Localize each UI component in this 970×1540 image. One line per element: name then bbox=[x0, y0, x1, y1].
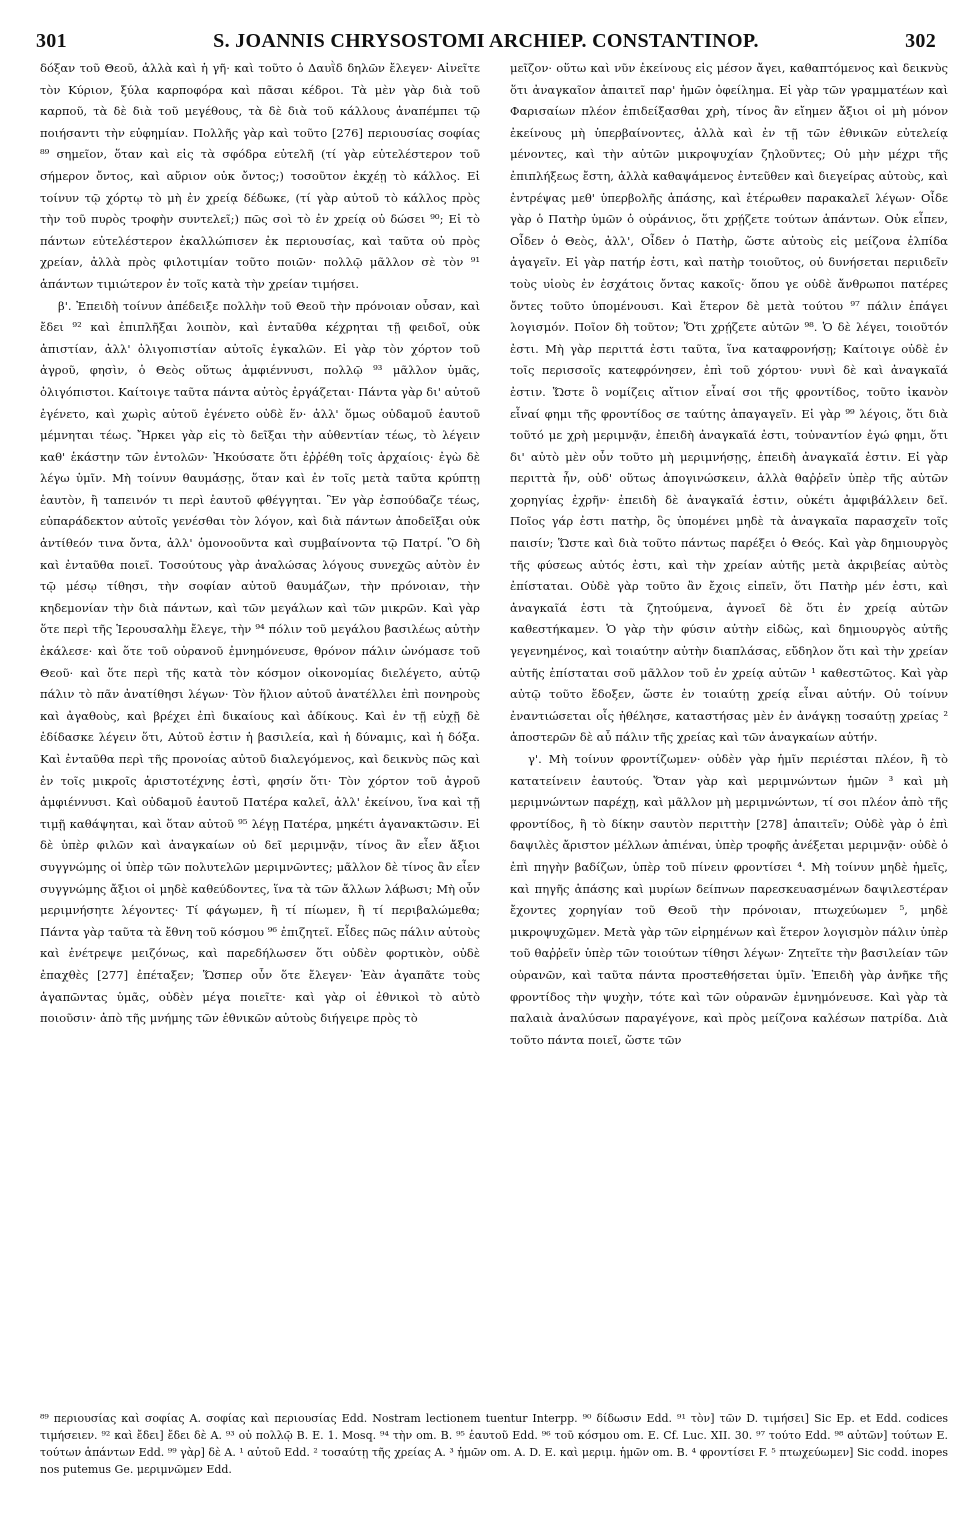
running-header bbox=[36, 30, 936, 56]
page-number-right: 302 bbox=[905, 30, 936, 52]
left-text-column bbox=[40, 58, 480, 1418]
footnotes bbox=[40, 1410, 948, 1530]
running-title: S. JOANNIS CHRYSOSTOMI ARCHIEP. CONSTANTINOP. bbox=[213, 30, 759, 52]
right-text-column bbox=[510, 58, 948, 1418]
paragraph: δόξαν τοῦ Θεοῦ, ἀλλὰ καὶ ἡ γῆ· καὶ τοῦτο ὁ Δαυῒδ δηλῶν ἔλεγεν· Αἰνεῖτε τὸν Κύριον, ξύλα καρποφόρα καὶ πᾶσαι κέδροι. Τὰ μὲν γὰρ διὰ τοῦ καρποῦ, τὰ δὲ διὰ τοῦ μεγέθους, τὰ δὲ διὰ τοῦ κάλλους ἀναπέμπει τῷ ποιήσαντι τὴν εὐφημίαν. Πολλῆς γὰρ καὶ τοῦτο [276] περιουσίας σοφίας ⁸⁹ σημεῖον, ὅταν καὶ εἰς τὰ σφόδρα εὐτελῆ (τί γὰρ εὐτελέστερον τοῦ σήμερον ὄντος, καὶ αὔριον οὐκ ὄντος;) τοσοῦτον ἐκχέῃ τὸ κάλλος. Εἰ τοίνυν τῷ χόρτῳ τὸ μὴ ἐν χρείᾳ δέδωκε, (τί γὰρ αὐτοῦ τὸ κάλλος πρὸς τὴν τοῦ πυρὸς τροφὴν συντελεῖ;) πῶς σοὶ τὸ ἐν χρείᾳ οὐ δώσει ⁹⁰; Εἰ τὸ πάντων εὐτελέστερον ἐκαλλώπισεν ἐκ περιουσίας, καὶ ταῦτα οὐ πρὸς χρείαν, ἀλλὰ πρὸς φιλοτιμίαν τοῦτο ποιῶν· πολλῷ μᾶλλον σὲ τὸν ⁹¹ ἁπάντων τιμιώτερον ἐν τοῖς κατὰ τὴν χρείαν τιμήσει. bbox=[40, 61, 480, 291]
paragraph: μεῖζον· οὕτω καὶ νῦν ἐκείνους εἰς μέσον ἄγει, καθαπτόμενος καὶ δεικνὺς ὅτι ἀναγκαῖον ἀπαιτεῖ παρ' ἡμῶν ὀφείλημα. Εἰ γὰρ τῶν γραμματέων καὶ Φαρισαίων πλέον ἐπιδείξασθαι χρὴ, τίνος ἂν εἴημεν ἄξιοι οἱ μὴ μόνον ἐκείνους μὴ ὑπερβαίνοντες, ἀλλὰ καὶ ἐν τῇ τῶν ἐθνικῶν εὐτελείᾳ μένοντες, καὶ τὴν αὐτῶν μικροψυχίαν ζηλοῦντες; Οὐ μὴν μέχρι τῆς ἐπιπλήξεως ἔστη, ἀλλὰ καθαψάμενος ἐντεῦθεν καὶ διεγείρας αὐτοὺς, καὶ ἐντρέψας μεθ' ὑπερβολῆς ἁπάσης, καὶ ἑτέρωθεν παρακαλεῖ λέγων· Οἶδε γὰρ ὁ Πατὴρ ὑμῶν ὁ οὐράνιος, ὅτι χρῄζετε τούτων ἁπάντων. Οὐκ εἶπεν, Οἶδεν ὁ Θεὸς, ἀλλ', Οἶδεν ὁ Πατὴρ, ὥστε αὐτοὺς εἰς μείζονα ἐλπίδα ἀγαγεῖν. Εἰ γὰρ πατήρ ἐστι, καὶ πατὴρ τοιοῦτος, οὐ δυνήσεται περιιδεῖν τοὺς υἱοὺς ἐν ἐσχάτοις ὄντας κακοῖς· ὅπου γε οὐδὲ ἄνθρωποι πατέρες ὄντες τοῦτο ὑπομένουσι. Καὶ ἕτερον δὲ μετὰ τούτου ⁹⁷ πάλιν ἐπάγει λογισμόν. Ποῖον δὴ τοῦτον; Ὅτι χρῄζετε αὐτῶν ⁹⁸. Ὁ δὲ λέγει, τοιοῦτόν ἐστι. Μὴ γὰρ περιττά ἐστι ταῦτα, ἵνα καταφρονήσῃ; Καίτοιγε οὐδὲ ἐν τοῖς περισσοῖς κατεφρόνησεν, ἐπὶ τοῦ χόρτου· νυνὶ δὲ καὶ ἀναγκαῖά ἐστιν. Ὥστε ὃ νομίζεις αἴτιον εἶναί σοι τῆς φροντίδος, τοῦτο ἱκανὸν εἶναί φημι τῆς φροντίδος σε ταύτης ἀπαγαγεῖν. Εἰ γὰρ ⁹⁹ λέγοις, ὅτι διὰ τοῦτό με χρὴ μεριμνᾷν, ἐπειδὴ ἀναγκαῖά ἐστι, τοὐναντίον ἐγώ φημι, ὅτι δι' αὐτὸ μὲν οὖν τοῦτο μὴ μεριμνήσῃς, ἐπειδὴ ἀναγκαῖά ἐστιν. Εἰ γὰρ περιττὰ ἦν, οὐδ' οὕτως ἀπογινώσκειν, ἀλλὰ θαῤῥεῖν ὑπὲρ τῆς αὐτῶν χορηγίας ἐχρῆν· ἐπειδὴ δὲ ἀναγκαῖά ἐστιν, οὐκέτι ἀμφιβάλλειν δεῖ. Ποῖος γάρ ἐστι πατὴρ, ὃς ὑπομένει μηδὲ τὰ ἀναγκαῖα παρασχεῖν τοῖς παισίν; Ὥστε καὶ διὰ τοῦτο πάντως παρέξει ὁ Θεός. Καὶ γὰρ δημιουργὸς τῆς φύσεως αὐτός ἐστι, καὶ τὴν χρείαν αὐτῆς μετὰ ἀκριβείας αὐτὸς ἐπίσταται. Οὐδὲ γὰρ τοῦτο ἂν ἔχοις εἰπεῖν, ὅτι Πατὴρ μέν ἐστι, καὶ ἀναγκαῖά ἐστι τὰ ζητούμενα, ἀγνοεῖ δὲ ὅτι ἐν χρείᾳ αὐτῶν καθεστήκαμεν. Ὁ γὰρ τὴν φύσιν αὐτὴν εἰδὼς, καὶ δημιουργὸς αὐτῆς γεγενημένος, καὶ τοιαύτην αὐτὴν διαπλάσας, εὔδηλον ὅτι καὶ τὴν χρείαν αὐτῆς ἐπίσταται σοῦ μᾶλλον τοῦ ἐν χρείᾳ αὐτῶν ¹ καθεστῶτος. Καὶ γὰρ αὐτῷ τοῦτο ἔδοξεν, ὥστε ἐν τοιαύτῃ χρείᾳ εἶναι αὐτήν. Οὐ τοίνυν ἐναντιώσεται οἷς ἠθέλησε, καταστήσας μὲν ἐν ἀνάγκῃ τοσαύτῃ χρείας ² ἀποστερῶν δὲ αὖ πάλιν τῆς χρείας καὶ τῶν ἀναγκαίων αὐτήν. bbox=[510, 61, 948, 745]
paragraph: γ'. Μὴ τοίνυν φροντίζωμεν· οὐδὲν γὰρ ἡμῖν περιέσται πλέον, ἢ τὸ κατατείνειν ἑαυτούς. Ὅταν γὰρ καὶ μεριμνώντων ἡμῶν ³ καὶ μὴ μεριμνώντων παρέχῃ, καὶ μᾶλλον μὴ μεριμνώντων, τί σοι πλέον ἀπὸ τῆς φροντίδος, ἢ τὸ δίκην σαυτὸν περιττὴν [278] ἀπαιτεῖν; Οὐδὲ γὰρ ὁ ἐπὶ δαψιλὲς ἄριστον μέλλων ἀπιέναι, ὑπὲρ τροφῆς ἀνέξεται μεριμνᾷν· οὐδὲ ὁ ἐπὶ πηγὴν βαδίζων, ὑπὲρ τοῦ πίνειν φροντίσει ⁴. Μὴ τοίνυν μηδὲ ἡμεῖς, καὶ πηγῆς ἁπάσης καὶ μυρίων δείπνων παρεσκευασμένων δαψιλεστέραν ἔχοντες χορηγίαν τοῦ Θεοῦ τὴν πρόνοιαν, πτωχεύωμεν ⁵, μηδὲ μικροψυχῶμεν. Μετὰ γὰρ τῶν εἰρημένων καὶ ἕτερον λογισμὸν πάλιν ὑπὲρ τοῦ θαῤῥεῖν ὑπὲρ τῶν τοιούτων τίθησι λέγων· Ζητεῖτε τὴν βασιλείαν τῶν οὐρανῶν, καὶ ταῦτα πάντα προστεθήσεται ὑμῖν. Ἐπειδὴ γὰρ ἀνῆκε τῆς φροντίδος τὴν ψυχὴν, τότε καὶ τῶν οὐρανῶν ἐμνημόνευσε. Καὶ γὰρ τὰ παλαιὰ ἀναλύσων παραγέγονε, καὶ πρὸς μείζονα καλέσων πατρίδα. Διὰ τοῦτο πάντα ποιεῖ, ὥστε τῶν bbox=[510, 752, 948, 1047]
footnote-text: ⁸⁹ περιουσίας καὶ σοφίας A. σοφίας καὶ περιουσίας Edd. Nostram lectionem tuentur Interpp. ⁹⁰ δίδωσιν Edd. ⁹¹ τὸν] τῶν D. τιμήσει] Sic Ep. et Edd. codices τιμήσειεν. ⁹² καὶ ἔδει] ἔδει δὲ A. ⁹³ οὐ πολλῷ B. E. 1. Mosq. ⁹⁴ τὴν om. B. ⁹⁵ ἑαυτοῦ Edd. ⁹⁶ τοῦ κόσμου om. E. Cf. Luc. XII. 30. ⁹⁷ τούτο Edd. ⁹⁸ αὐτῶν] τούτων E. τούτων ἁπάντων Edd. ⁹⁹ γὰρ] δὲ A. ¹ αὐτοῦ Edd. ² τοσαύτῃ τῆς χρείας A. ³ ἡμῶν om. A. D. E. καὶ μεριμ. ἡμῶν om. B. ⁴ φροντίσει F. ⁵ πτωχεύωμεν] Sic codd. inopes nos putemus Ge. μεριμνῶμεν Edd. bbox=[40, 1412, 948, 1476]
paragraph: β'. Ἐπειδὴ τοίνυν ἀπέδειξε πολλὴν τοῦ Θεοῦ τὴν πρόνοιαν οὖσαν, καὶ ἔδει ⁹² καὶ ἐπιπλῆξαι λοιπὸν, καὶ ἐνταῦθα κέχρηται τῇ φειδοῖ, οὐκ ἀπιστίαν, ἀλλ' ὀλιγοπιστίαν αὐτοῖς ἐγκαλῶν. Εἰ γὰρ τὸν χόρτον τοῦ ἀγροῦ, φησὶν, ὁ Θεὸς οὕτως ἀμφιέννυσι, πολλῷ ⁹³ μᾶλλον ὑμᾶς, ὀλιγόπιστοι. Καίτοιγε ταῦτα πάντα αὐτὸς ἐργάζεται· Πάντα γὰρ δι' αὐτοῦ ἐγένετο, καὶ χωρὶς αὐτοῦ ἐγένετο οὐδὲ ἕν· ἀλλ' ὅμως οὐδαμοῦ ἑαυτοῦ μέμνηται τέως. Ἤρκει γὰρ εἰς τὸ δεῖξαι τὴν αὐθεντίαν τέως, τὸ λέγειν καθ' ἑκάστην τῶν ἐντολῶν· Ἠκούσατε ὅτι ἐῤῥέθη τοῖς ἀρχαίοις· ἐγὼ δὲ λέγω ὑμῖν. Μὴ τοίνυν θαυμάσῃς, ὅταν καὶ ἐν τοῖς μετὰ ταῦτα κρύπτῃ ἑαυτὸν, ἢ ταπεινόν τι περὶ ἑαυτοῦ φθέγγηται. Ἓν γὰρ ἐσπούδαζε τέως, εὐπαράδεκτον αὐτοῖς γενέσθαι τὸν λόγον, καὶ διὰ πάντων ἀποδεῖξαι οὐκ ἀντίθεόν τινα ὄντα, ἀλλ' ὁμονοοῦντα καὶ συμβαίνοντα τῷ Πατρί. Ὃ δὴ καὶ ἐνταῦθα ποιεῖ. Τοσούτους γὰρ ἀναλώσας λόγους συνεχῶς αὐτὸν ἐν τῷ μέσῳ τίθησι, τὴν σοφίαν αὐτοῦ θαυμάζων, τὴν πρόνοιαν, τὴν κηδεμονίαν τὴν διὰ πάντων, καὶ τῶν μεγάλων καὶ τῶν μικρῶν. Καὶ γὰρ ὅτε περὶ τῆς Ἱερουσαλὴμ ἔλεγε, τὴν ⁹⁴ πόλιν τοῦ μεγάλου βασιλέως αὐτὴν ἐκάλεσε· καὶ ὅτε τοῦ οὐρανοῦ ἐμνημόνευσε, θρόνον πάλιν ὠνόμασε τοῦ Θεοῦ· καὶ ὅτε περὶ τῆς κατὰ τὸν κόσμον οἰκονομίας διελέγετο, αὐτῷ πάλιν τὸ πᾶν ἀνατίθησι λέγων· Τὸν ἥλιον αὐτοῦ ἀνατέλλει ἐπὶ πονηροὺς καὶ ἀγαθοὺς, καὶ βρέχει ἐπὶ δικαίους καὶ ἀδίκους. Καὶ ἐν τῇ εὐχῇ δὲ ἐδίδασκε λέγειν ὅτι, Αὐτοῦ ἐστιν ἡ βασιλεία, καὶ ἡ δύναμις, καὶ ἡ δόξα. Καὶ ἐνταῦθα περὶ τῆς προνοίας αὐτοῦ διαλεγόμενος, καὶ δεικνὺς πῶς καὶ ἐν τοῖς μικροῖς ἀριστοτέχνης ἐστὶ, φησίν ὅτι· Τὸν χόρτον τοῦ ἀγροῦ ἀμφιέννυσι. Καὶ οὐδαμοῦ ἑαυτοῦ Πατέρα καλεῖ, ἀλλ' ἐκείνου, ἵνα καὶ τῇ τιμῇ καθάψηται, καὶ ὅταν αὐτοῦ ⁹⁵ λέγῃ Πατέρα, μηκέτι ἀγανακτῶσιν. Εἰ δὲ ὑπὲρ φιλῶν καὶ ἀναγκαίων οὐ δεῖ μεριμνᾷν, τίνος ἂν εἶεν ἄξιοι συγγνώμης οἱ ὑπὲρ τῶν πολυτελῶν μεριμνῶντες; μᾶλλον δὲ τίνος ἂν εἶεν συγγνώμης ἄξιοι οἱ μηδὲ καθεύδοντες, ἵνα τὰ τῶν ἄλλων λάβωσι; Μὴ οὖν μεριμνήσητε λέγοντες· Τί φάγωμεν, ἢ τί πίωμεν, ἢ τί περιβαλώμεθα; Πάντα γὰρ ταῦτα τὰ ἔθνη τοῦ κόσμου ⁹⁶ ἐπιζητεῖ. Εἶδες πῶς πάλιν αὐτοὺς καὶ ἐνέτρεψε μειζόνως, καὶ παρεδήλωσεν ὅτι οὐδὲν φορτικὸν, οὐδὲ ἐπαχθὲς [277] ἐπέταξεν; Ὥσπερ οὖν ὅτε ἔλεγεν· Ἐὰν ἀγαπᾶτε τοὺς ἀγαπῶντας ὑμᾶς, οὐδὲν μέγα ποιεῖτε· καὶ γὰρ οἱ ἐθνικοὶ τὸ αὐτὸ ποιοῦσιν· ἀπὸ τῆς μνήμης τῶν ἐθνικῶν αὐτοὺς διήγειρε πρὸς τὸ bbox=[40, 298, 480, 1026]
page-number-left: 301 bbox=[36, 30, 67, 52]
